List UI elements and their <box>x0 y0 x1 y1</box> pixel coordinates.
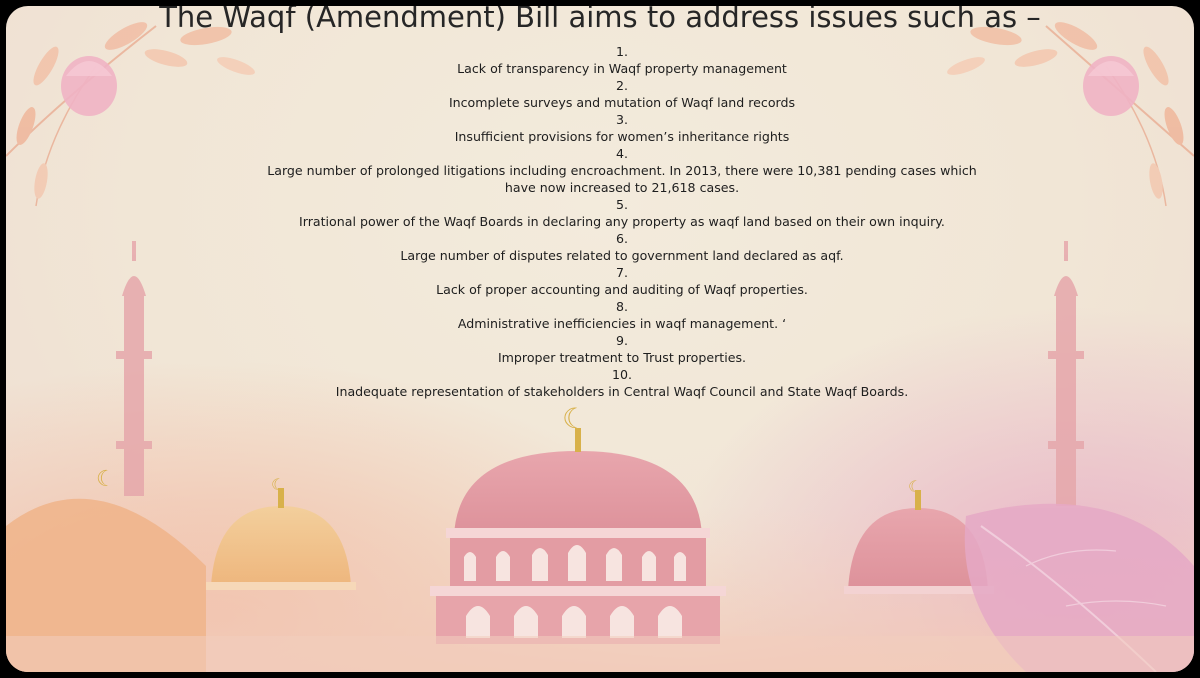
crescent-icon: ☾ <box>562 402 588 435</box>
item-text: Insufficient provisions for women’s inheritance rights <box>454 129 790 144</box>
list-item <box>250 43 994 77</box>
item-number: 2. <box>615 78 629 93</box>
list-item <box>250 366 994 400</box>
item-number: 7. <box>615 265 629 280</box>
list-item <box>250 196 994 230</box>
list-item <box>250 111 994 145</box>
item-number: 10. <box>611 367 633 382</box>
item-text: Large number of prolonged litigations including encroachment. In 2013, there were 10,381 pending cases which have now increased to 21,618 cases. <box>267 163 977 195</box>
item-number: 5. <box>615 197 629 212</box>
item-text: Irrational power of the Waqf Boards in declaring any property as waqf land based on their own inquiry. <box>299 214 945 229</box>
slide-frame <box>6 6 1194 672</box>
slide-title: The Waqf (Amendment) Bill aims to address issues such as – <box>159 6 1041 34</box>
item-number: 4. <box>615 146 629 161</box>
bottom-band <box>6 636 1194 672</box>
list-item <box>250 77 994 111</box>
item-text: Incomplete surveys and mutation of Waqf land records <box>448 95 796 110</box>
list-item <box>250 332 994 366</box>
item-text: Large number of disputes related to government land declared as aqf. <box>400 248 844 263</box>
lotus-bud-icon <box>1083 56 1139 116</box>
list-item <box>250 298 994 332</box>
crescent-icon: ☾ <box>271 475 286 494</box>
crescent-icon: ☾ <box>908 477 923 496</box>
list-item <box>250 230 994 264</box>
floral-branch-icon <box>6 17 257 206</box>
item-number: 9. <box>615 333 629 348</box>
item-text: Inadequate representation of stakeholders in Central Waqf Council and State Waqf Boards. <box>335 384 909 399</box>
list-item <box>250 264 994 298</box>
item-number: 3. <box>615 112 629 127</box>
crescent-icon: ☾ <box>96 467 116 492</box>
item-number: 8. <box>615 299 629 314</box>
item-text: Lack of proper accounting and auditing of Waqf properties. <box>436 282 808 297</box>
list-item <box>250 145 994 196</box>
lotus-bud-icon <box>61 56 117 116</box>
item-text: Lack of transparency in Waqf property management <box>457 61 787 76</box>
item-text: Improper treatment to Trust properties. <box>497 350 747 365</box>
item-number: 6. <box>615 231 629 246</box>
item-number: 1. <box>615 44 629 59</box>
item-text: Administrative inefficiencies in waqf management. ‘ <box>457 316 787 331</box>
issues-list <box>250 43 994 400</box>
